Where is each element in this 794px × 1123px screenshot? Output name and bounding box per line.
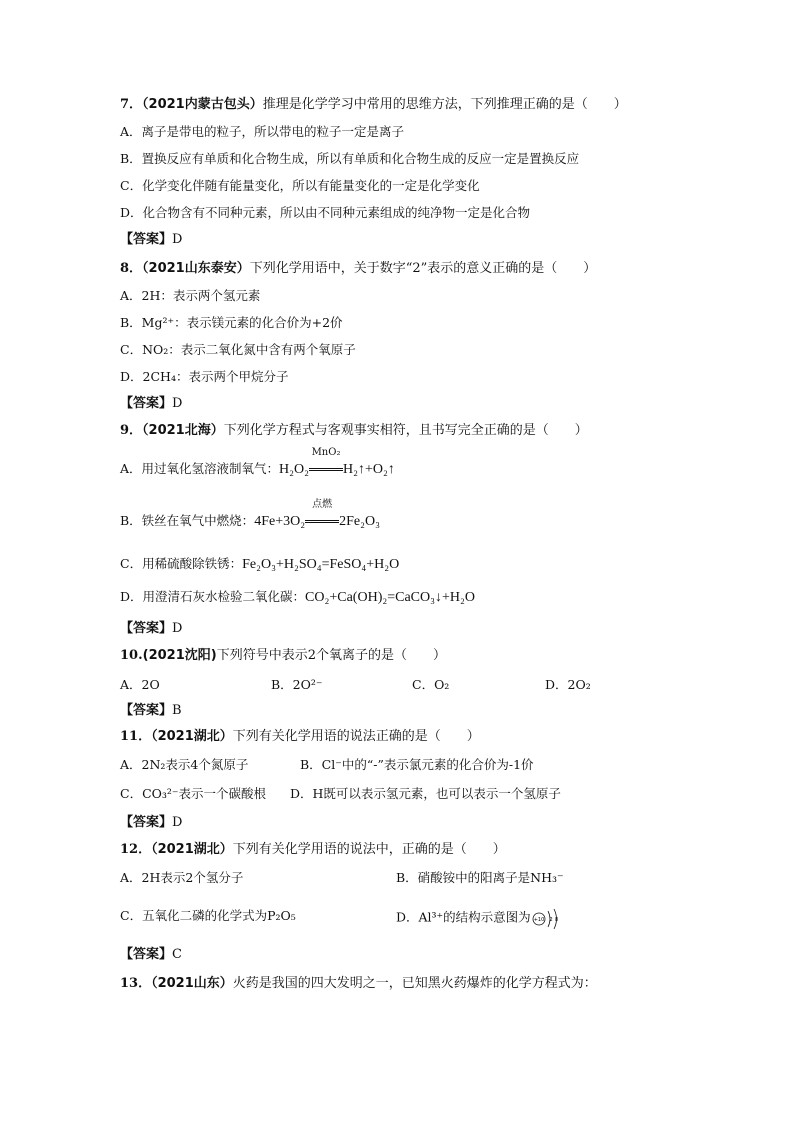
answer-line: [120, 946, 182, 964]
option-a: [120, 447, 395, 479]
question-source: （2021湖北）: [151, 842, 233, 857]
answer-value: C: [172, 947, 182, 962]
question-9-stem: [120, 422, 588, 440]
answer-value: D: [172, 621, 183, 636]
question-text: 下列有关化学用语的说法中，正确的是（ ）: [232, 842, 506, 857]
equation-products: 2Fe₂O₃: [339, 514, 380, 529]
option-a: A．离子是带电的粒子，所以带电的粒子一定是离子: [120, 124, 405, 139]
option-d: D．H既可以表示氢元素，也可以表示一个氢原子: [290, 786, 561, 801]
question-number: 11．: [120, 729, 152, 744]
question-number: 13．: [120, 976, 152, 991]
question-text: 下列化学用语中，关于数字“2”表示的意义正确的是（ ）: [249, 261, 597, 276]
question-source: （2021湖北）: [151, 729, 233, 744]
answer-value: D: [172, 396, 183, 411]
question-source: （2021北海）: [142, 423, 224, 438]
question-12-stem: [120, 841, 506, 859]
answer-line: [120, 231, 182, 249]
question-text: 下列有关化学用语的说法正确的是（ ）: [232, 729, 480, 744]
answer-line: [120, 395, 182, 413]
option-d: D．2CH₄：表示两个甲烷分子: [120, 369, 289, 384]
option-d: D．化合物含有不同种元素，所以由不同种元素组成的纯净物一定是化合物: [120, 205, 531, 220]
reaction-condition: MnO₂: [311, 447, 341, 458]
option-c-text: C．用稀硫酸除铁锈：: [120, 556, 243, 571]
question-source: （2021内蒙古包头）: [142, 97, 263, 112]
reaction-condition-arrow: [309, 447, 343, 478]
option-d: D．2O₂: [545, 677, 591, 692]
question-8-stem: [120, 260, 596, 278]
option-c: C．CO₃²⁻表示一个碳酸根: [120, 786, 266, 801]
option-a: A．2O: [120, 677, 160, 692]
answer-value: D: [172, 815, 183, 830]
question-text: 火药是我国的四大发明之一，已知黑火药爆炸的化学方程式为：: [232, 976, 597, 991]
question-text: 推理是化学学习中常用的思维方法，下列推理正确的是（ ）: [262, 97, 627, 112]
option-c: C．NO₂：表示二氧化氮中含有两个氧原子: [120, 342, 356, 357]
question-number: 12．: [120, 842, 152, 857]
option-a: A．2H表示2个氢分子: [120, 870, 244, 885]
answer-label: 【答案】: [120, 232, 173, 247]
question-7-stem: [120, 96, 627, 114]
svg-text:2: 2: [549, 917, 553, 923]
question-text: 下列化学方程式与客观事实相符，且书写完全正确的是（ ）: [223, 423, 588, 438]
option-b: B．硝酸铵中的阳离子是NH₃⁻: [396, 870, 564, 885]
answer-value: D: [172, 232, 183, 247]
option-a-text: A．用过氧化氢溶液制氧气：: [120, 461, 280, 476]
option-d-text: D．Al³⁺的结构示意图为: [396, 909, 531, 925]
question-11-stem: [120, 728, 480, 746]
option-c: [120, 555, 399, 574]
reaction-condition: 点燃: [312, 499, 333, 510]
question-number: 7．: [120, 97, 143, 112]
question-number: 8．: [120, 261, 143, 276]
answer-label: 【答案】: [120, 396, 173, 411]
question-13-stem: [120, 975, 597, 993]
option-c: C．O₂: [412, 677, 450, 692]
answer-line: [120, 814, 182, 832]
option-d: [120, 588, 475, 607]
reaction-condition-arrow: [305, 499, 339, 530]
svg-text:8: 8: [554, 917, 558, 923]
equation-reactants: 4Fe+3O₂: [254, 514, 306, 529]
equation: Fe₂O₃+H₂SO₄=FeSO₄+H₂O: [242, 557, 400, 572]
option-a: A．2N₂表示4个氮原子: [120, 757, 249, 772]
answer-label: 【答案】: [120, 947, 173, 962]
answer-value: B: [172, 703, 182, 718]
option-b: B．置换反应有单质和化合物生成，所以有单质和化合物生成的反应一定是置换反应: [120, 151, 580, 166]
equation-reactants: H₂O₂: [279, 462, 310, 477]
question-source: （2021山东）: [151, 976, 233, 991]
question-number: 10.: [120, 648, 143, 663]
question-source: (2021沈阳): [142, 648, 217, 663]
equation-products: H₂↑+O₂↑: [343, 462, 395, 477]
option-d: [396, 907, 559, 929]
option-c: C．五氧化二磷的化学式为P₂O₅: [120, 908, 296, 923]
option-d-text: D．用澄清石灰水检验二氧化碳：: [120, 589, 306, 604]
option-b: B．Mg²⁺：表示镁元素的化合价为+2价: [120, 315, 343, 330]
answer-label: 【答案】: [120, 815, 173, 830]
option-b: B．Cl⁻中的“-”表示氯元素的化合价为-1价: [300, 757, 534, 772]
option-a: A．2H：表示两个氢元素: [120, 288, 261, 303]
option-b: B．2O²⁻: [271, 677, 323, 692]
nucleus-charge: +10: [533, 917, 544, 923]
option-b-text: B．铁丝在氧气中燃烧：: [120, 513, 255, 528]
question-source: （2021山东泰安）: [142, 261, 250, 276]
option-b: [120, 499, 380, 531]
option-c: C．化学变化伴随有能量变化，所以有能量变化的一定是化学变化: [120, 178, 480, 193]
equation: CO₂+Ca(OH)₂=CaCO₃↓+H₂O: [305, 590, 476, 605]
answer-line: [120, 620, 182, 638]
question-number: 9．: [120, 423, 143, 438]
answer-line: [120, 702, 182, 720]
question-10-stem: [120, 647, 446, 665]
question-text: 下列符号中表示2个氧离子的是（ ）: [216, 648, 446, 663]
answer-label: 【答案】: [120, 703, 173, 718]
atom-structure-diagram: [531, 907, 559, 929]
answer-label: 【答案】: [120, 621, 173, 636]
